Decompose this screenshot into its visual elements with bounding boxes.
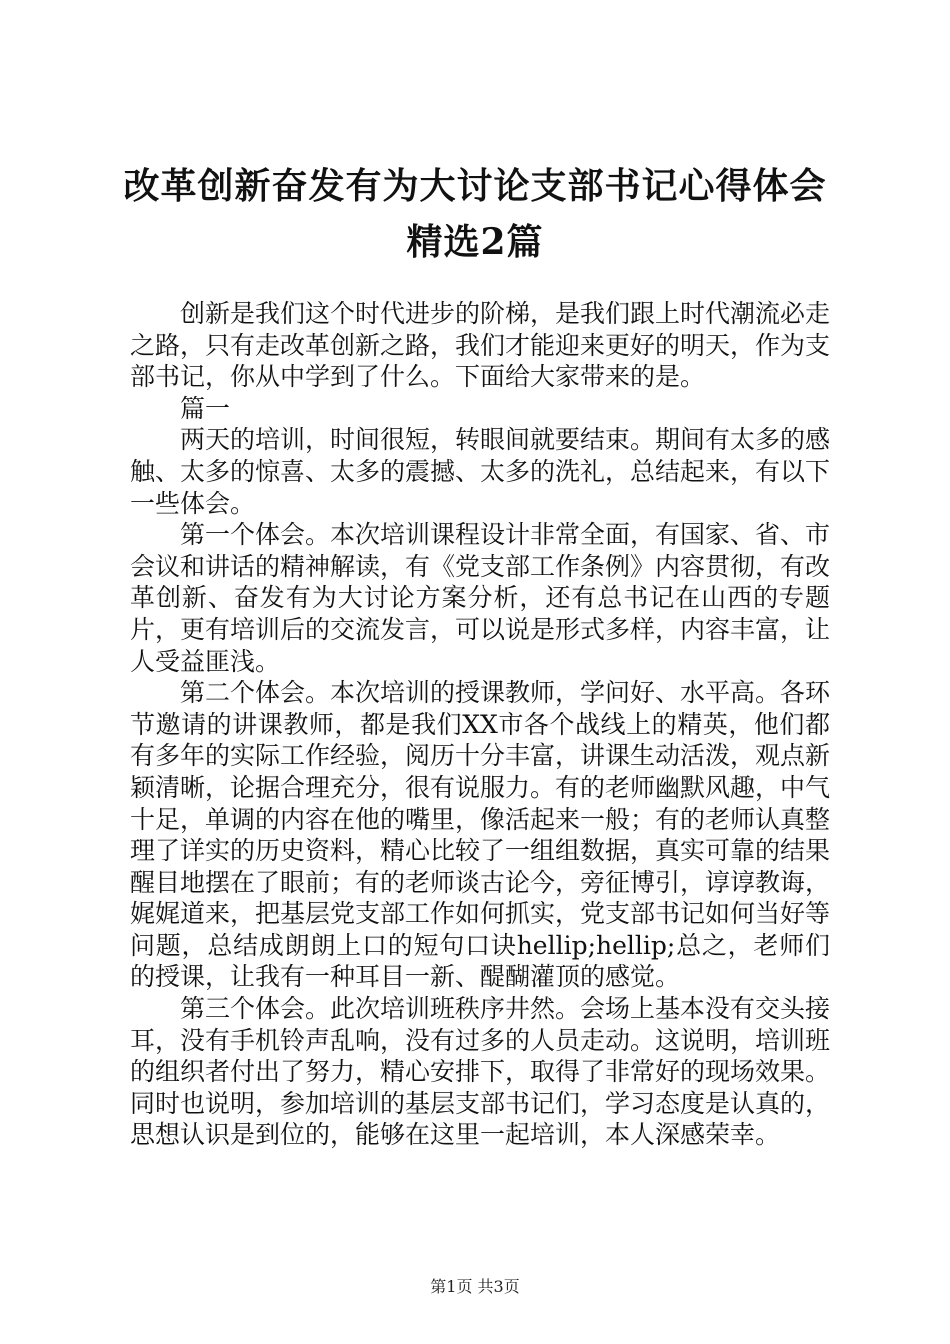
paragraph-second-insight: 第二个体会。本次培训的授课教师，学问好、水平高。各环节邀请的讲课教师，都是我们XX市各个战线上的精英，他们都有多年的实际工作经验，阅历十分丰富，讲课生动活泼，观点新颖清晰，论据合理充分，很有说服力。有的老师幽默风趣，中气十足，单调的内容在他的嘴里，像活起来一般；有的老师认真整理了详实的历史资料，精心比较了一组组数据，真实可靠的结果醒目地摆在了眼前；有的老师谈古论今，旁征博引，谆谆教诲，娓娓道来，把基层党支部工作如何抓实，党支部书记如何当好等问题，总结成朗朗上口的短句口诀hellip;hellip;总之，老师们的授课，让我有一种耳目一新、醍醐灌顶的感觉。 xyxy=(130,678,831,992)
section-heading-part-one: 篇一 xyxy=(180,393,231,423)
paragraph-first-insight: 第一个体会。本次培训课程设计非常全面，有国家、省、市会议和讲话的精神解读，有《党支部工作条例》内容贯彻，有改革创新、奋发有为大讨论方案分析，还有总书记在山西的专题片，更有培训后的交流发言，可以说是形式多样，内容丰富，让人受益匪浅。 xyxy=(130,520,831,676)
paragraph-training-summary: 两天的培训，时间很短，转眼间就要结束。期间有太多的感触、太多的惊喜、太多的震撼、太多的洗礼，总结起来，有以下一些体会。 xyxy=(130,425,831,518)
paragraph-third-insight: 第三个体会。此次培训班秩序井然。会场上基本没有交头接耳，没有手机铃声乱响，没有过多的人员走动。这说明，培训班的组织者付出了努力，精心安排下，取得了非常好的现场效果。同时也说明，参加培训的基层支部书记们，学习态度是认真的，思想认识是到位的，能够在这里一起培训，本人深感荣幸。 xyxy=(130,994,831,1150)
document-title: 改革创新奋发有为大讨论支部书记心得体会精选2篇 xyxy=(123,165,827,263)
page-number-footer: 第1页 共3页 xyxy=(430,1277,520,1296)
paragraph-intro: 创新是我们这个时代进步的阶梯，是我们跟上时代潮流必走之路，只有走改革创新之路，我们才能迎来更好的明天，作为支部书记，你从中学到了什么。下面给大家带来的是。 xyxy=(130,299,831,392)
document-body xyxy=(130,298,830,1151)
